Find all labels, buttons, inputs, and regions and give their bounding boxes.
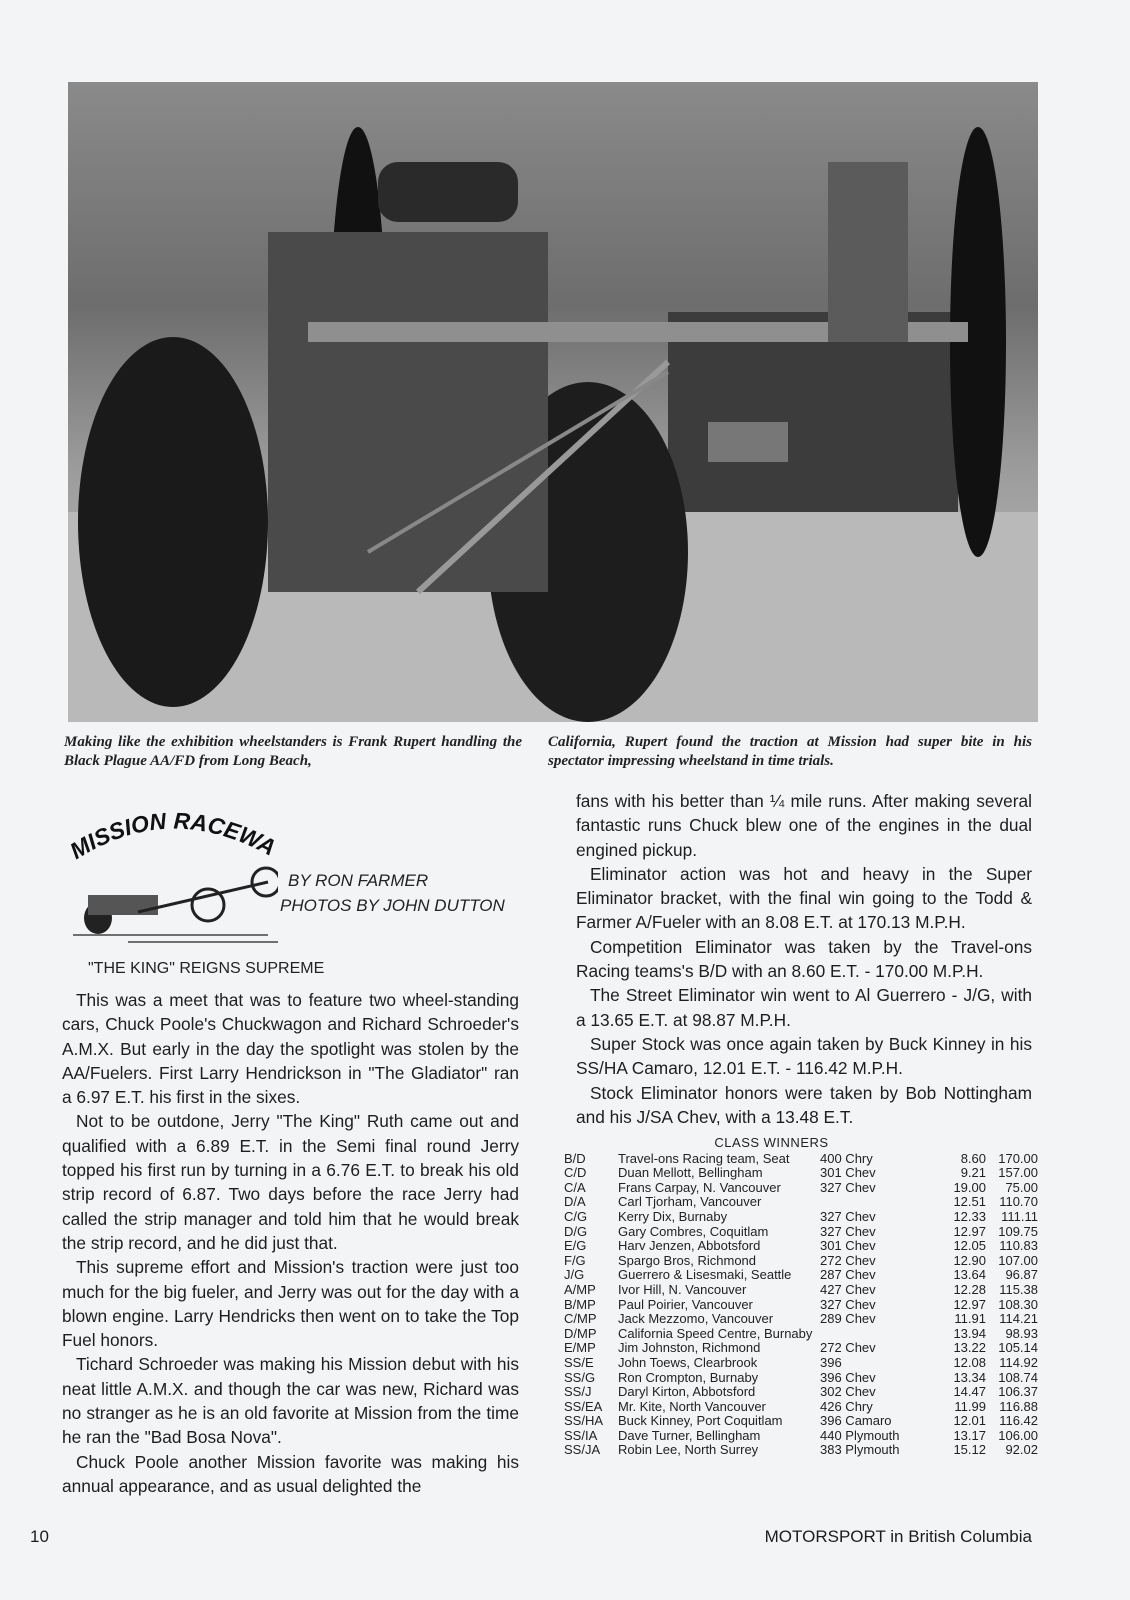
class-cell: SS/J — [564, 1384, 592, 1400]
engine-cell — [820, 1327, 930, 1342]
engine-cell: 396 — [820, 1354, 842, 1370]
entrant-cell: Guerrero & Lisesmaki, Seattle — [618, 1267, 792, 1283]
engine-cell: 272 Chev — [820, 1340, 876, 1356]
class-cell: J/G — [564, 1267, 585, 1283]
table-row — [564, 1443, 1039, 1458]
table-row — [564, 1341, 1039, 1356]
class-cell: E/G — [564, 1238, 587, 1254]
class-cell: B/D — [564, 1150, 586, 1166]
engine-cell: 327 Chev — [820, 1179, 876, 1195]
class-cell: SS/IA — [564, 1427, 598, 1443]
mph-cell: 75.00 — [1005, 1179, 1038, 1195]
engine-cell: 272 Chev — [820, 1252, 876, 1268]
paragraph: The Street Eliminator win went to Al Guerrero - J/G, with a 13.65 E.T. at 98.87 M.P.H. — [576, 985, 1032, 1030]
class-cell: C/MP — [564, 1311, 597, 1327]
mph-cell: 170.00 — [998, 1150, 1038, 1166]
et-cell: 11.99 — [954, 1398, 986, 1414]
engine-cell: 396 Chev — [820, 1369, 876, 1385]
et-cell: 13.34 — [953, 1369, 986, 1385]
class-cell: D/MP — [564, 1325, 597, 1341]
mph-cell: 92.02 — [1005, 1442, 1038, 1458]
mph-cell: 106.00 — [998, 1427, 1038, 1443]
mph-cell: 157.00 — [998, 1165, 1038, 1181]
paragraph: Not to be outdone, Jerry "The King" Ruth came out and qualified with a 6.89 E.T. in the Semi final round Jerry topped his first run by turning in a 6.76 E.T. to break his old strip record of 6.87. Two days before the race Jerry had called the strip manager and told him that he would break the strip record, and he did just that. — [62, 1111, 519, 1253]
mph-cell: 96.87 — [1005, 1267, 1038, 1283]
entrant-cell: Jim Johnston, Richmond — [618, 1340, 761, 1356]
paragraph: Eliminator action was hot and heavy in the Super Eliminator bracket, with the final win going to the Todd & Farmer A/Fueler with an 8.08 E.T. at 170.13 M.P.H. — [576, 863, 1032, 933]
mph-cell: 114.92 — [999, 1354, 1038, 1370]
table-row — [564, 1166, 1039, 1181]
class-cell: A/MP — [564, 1281, 596, 1297]
entrant-cell: Ivor Hill, N. Vancouver — [618, 1281, 747, 1297]
entrant-cell: Mr. Kite, North Vancouver — [618, 1398, 766, 1414]
table-row — [564, 1239, 1039, 1254]
article-headline: "THE KING" REIGNS SUPREME — [88, 960, 325, 977]
paragraph: This supreme effort and Mission's traction were just too much for the big fueler, and Jerry was out for the day with a blown engine. Larry Hendricks then went on to take the Top Fuel honors. — [62, 1257, 519, 1351]
magazine-name: MOTORSPORT in British Columbia — [764, 1527, 1032, 1546]
class-cell: SS/JA — [564, 1442, 601, 1458]
mph-cell: 98.93 — [1005, 1325, 1038, 1341]
et-cell: 12.28 — [953, 1281, 986, 1297]
mph-cell: 116.42 — [999, 1413, 1038, 1429]
et-cell: 13.94 — [953, 1325, 986, 1341]
engine-cell: 301 Chev — [820, 1238, 876, 1254]
et-cell: 13.22 — [953, 1340, 986, 1356]
entrant-cell: Buck Kinney, Port Coquitlam — [618, 1413, 783, 1429]
et-cell: 12.97 — [953, 1296, 986, 1312]
entrant-cell: Gary Combres, Coquitlam — [618, 1223, 769, 1239]
class-cell: D/A — [564, 1194, 586, 1210]
class-cell: SS/G — [564, 1369, 596, 1385]
engine-cell: 400 Chry — [820, 1150, 873, 1166]
paragraph: This was a meet that was to feature two wheel-standing cars, Chuck Poole's Chuckwagon and Richard Schroeder's A.M.X. But early in the day the spotlight was stolen by the AA/Fuelers. First Larry Hendrickson in "The Gladiator" ran a 6.97 E.T. his first in the sixes. — [62, 990, 519, 1108]
class-cell: B/MP — [564, 1296, 596, 1312]
et-cell: 12.33 — [953, 1208, 986, 1224]
table-row — [564, 1181, 1039, 1196]
table-row — [564, 1356, 1039, 1371]
entrant-cell: Harv Jenzen, Abbotsford — [618, 1238, 761, 1254]
entrant-cell: Daryl Kirton, Abbotsford — [618, 1384, 756, 1400]
engine-cell: 427 Chev — [820, 1281, 876, 1297]
engine-cell — [820, 1195, 930, 1210]
mph-cell: 110.70 — [999, 1194, 1038, 1210]
article-column-left — [62, 988, 519, 1498]
et-cell: 11.91 — [954, 1311, 986, 1327]
mph-cell: 111.11 — [1001, 1208, 1038, 1224]
table-row — [564, 1268, 1039, 1283]
et-cell: 13.17 — [953, 1427, 986, 1443]
engine-cell: 327 Chev — [820, 1208, 876, 1224]
et-cell: 12.90 — [953, 1252, 986, 1268]
engine-cell: 426 Chry — [820, 1398, 873, 1414]
entrant-cell: Spargo Bros, Richmond — [618, 1252, 757, 1268]
table-row — [564, 1152, 1039, 1167]
class-winners-table — [564, 1136, 1039, 1458]
entrant-cell: Carl Tjorham, Vancouver — [618, 1194, 762, 1210]
et-cell: 12.97 — [953, 1223, 986, 1239]
et-cell: 13.64 — [953, 1267, 986, 1283]
entrant-cell: Robin Lee, North Surrey — [618, 1442, 759, 1458]
entrant-cell: Travel-ons Racing team, Seat — [618, 1150, 790, 1166]
mph-cell: 115.38 — [999, 1281, 1038, 1297]
class-cell: SS/E — [564, 1354, 594, 1370]
paragraph: Chuck Poole another Mission favorite was making his annual appearance, and as usual delighted the — [62, 1451, 519, 1496]
et-cell: 12.08 — [953, 1354, 986, 1370]
dragster-wheelstand-photo — [68, 82, 1038, 722]
engine-cell: 287 Chev — [820, 1267, 876, 1283]
engine-cell: 301 Chev — [820, 1165, 876, 1181]
entrant-cell: Frans Carpay, N. Vancouver — [618, 1179, 781, 1195]
mph-cell: 110.83 — [999, 1238, 1038, 1254]
class-cell: C/A — [564, 1179, 586, 1195]
author: BY RON FARMER — [288, 871, 429, 890]
paragraph: fans with his better than ¼ mile runs. After making several fantastic runs Chuck blew one of the engines in the dual engined pickup. — [576, 791, 1032, 860]
table-row — [564, 1385, 1039, 1400]
entrant-cell: Dave Turner, Bellingham — [618, 1427, 761, 1443]
engine-cell: 302 Chev — [820, 1384, 876, 1400]
et-cell: 8.60 — [960, 1150, 986, 1166]
engine-cell: 383 Plymouth — [820, 1442, 900, 1458]
byline — [280, 868, 505, 918]
mph-cell: 108.30 — [998, 1296, 1038, 1312]
photo-credit: PHOTOS BY JOHN DUTTON — [280, 896, 505, 915]
page-number: 10 — [30, 1527, 49, 1546]
mph-cell: 108.74 — [998, 1369, 1038, 1385]
class-cell: F/G — [564, 1252, 586, 1268]
engine-cell: 440 Plymouth — [820, 1427, 900, 1443]
mph-cell: 116.88 — [999, 1398, 1038, 1414]
table-row — [564, 1429, 1039, 1444]
et-cell: 12.01 — [953, 1413, 986, 1429]
article-column-right — [576, 789, 1032, 1129]
table-row — [564, 1414, 1039, 1429]
class-cell: D/G — [564, 1223, 588, 1239]
entrant-cell: California Speed Centre, Burnaby — [618, 1325, 813, 1341]
paragraph: Competition Eliminator was taken by the Travel-ons Racing teams's B/D with an 8.60 E.T. - 170.00 M.P.H. — [576, 936, 1032, 982]
entrant-cell: John Toews, Clearbrook — [618, 1354, 758, 1370]
engine-cell: 396 Camaro — [820, 1413, 892, 1429]
entrant-cell: Jack Mezzomo, Vancouver — [618, 1311, 774, 1327]
class-cell: C/G — [564, 1208, 588, 1224]
et-cell: 9.21 — [960, 1165, 986, 1181]
class-cell: SS/HA — [564, 1413, 604, 1429]
mph-cell: 107.00 — [998, 1252, 1038, 1268]
et-cell: 12.05 — [953, 1238, 986, 1254]
paragraph: Stock Eliminator honors were taken by Bob Nottingham and his J/SA Chev, with a 13.48 E.T. — [576, 1082, 1032, 1127]
table-row — [564, 1210, 1039, 1225]
photo-caption-left: Making like the exhibition wheelstanders is Frank Rupert handling the Black Plague AA/FD from Long Beach, — [64, 734, 522, 769]
et-cell: 19.00 — [953, 1179, 986, 1195]
paragraph: Tichard Schroeder was making his Mission debut with his neat little A.M.X. and though the car was new, Richard was no stranger as he is an old favorite at Mission from the time he ran the "Bad Bosa Nova". — [62, 1354, 519, 1448]
entrant-cell: Duan Mellott, Bellingham — [618, 1165, 763, 1181]
engine-cell: 327 Chev — [820, 1223, 876, 1239]
et-cell: 15.12 — [953, 1442, 986, 1458]
table-title: CLASS WINNERS — [714, 1135, 829, 1150]
table-row — [564, 1298, 1039, 1313]
engine-cell: 289 Chev — [820, 1311, 876, 1327]
table-row — [564, 1283, 1039, 1298]
table-row — [564, 1327, 1039, 1342]
mph-cell: 114.21 — [999, 1311, 1038, 1327]
mph-cell: 105.14 — [998, 1340, 1038, 1356]
entrant-cell: Kerry Dix, Burnaby — [618, 1208, 728, 1224]
table-row — [564, 1254, 1039, 1269]
class-cell: SS/EA — [564, 1398, 603, 1414]
mission-raceway-logo — [68, 800, 278, 950]
et-cell: 12.51 — [953, 1194, 986, 1210]
table-row — [564, 1371, 1039, 1386]
photo-caption-right: California, Rupert found the traction at Mission had super bite in his spectator impressing wheelstand in time trials. — [548, 734, 1032, 769]
et-cell: 14.47 — [953, 1384, 986, 1400]
entrant-cell: Paul Poirier, Vancouver — [618, 1296, 753, 1312]
table-row — [564, 1225, 1039, 1240]
mph-cell: 106.37 — [998, 1384, 1038, 1400]
entrant-cell: Ron Crompton, Burnaby — [618, 1369, 759, 1385]
class-cell: E/MP — [564, 1340, 596, 1356]
svg-text:MISSION RACEWAY: MISSION RACEWA — [68, 807, 278, 865]
paragraph: Super Stock was once again taken by Buck Kinney in his SS/HA Camaro, 12.01 E.T. - 116.42 M.P.H. — [576, 1033, 1032, 1079]
table-row — [564, 1195, 1039, 1210]
table-row — [564, 1312, 1039, 1327]
class-cell: C/D — [564, 1165, 587, 1181]
table-row — [564, 1400, 1039, 1415]
engine-cell: 327 Chev — [820, 1296, 876, 1312]
mph-cell: 109.75 — [998, 1223, 1038, 1239]
